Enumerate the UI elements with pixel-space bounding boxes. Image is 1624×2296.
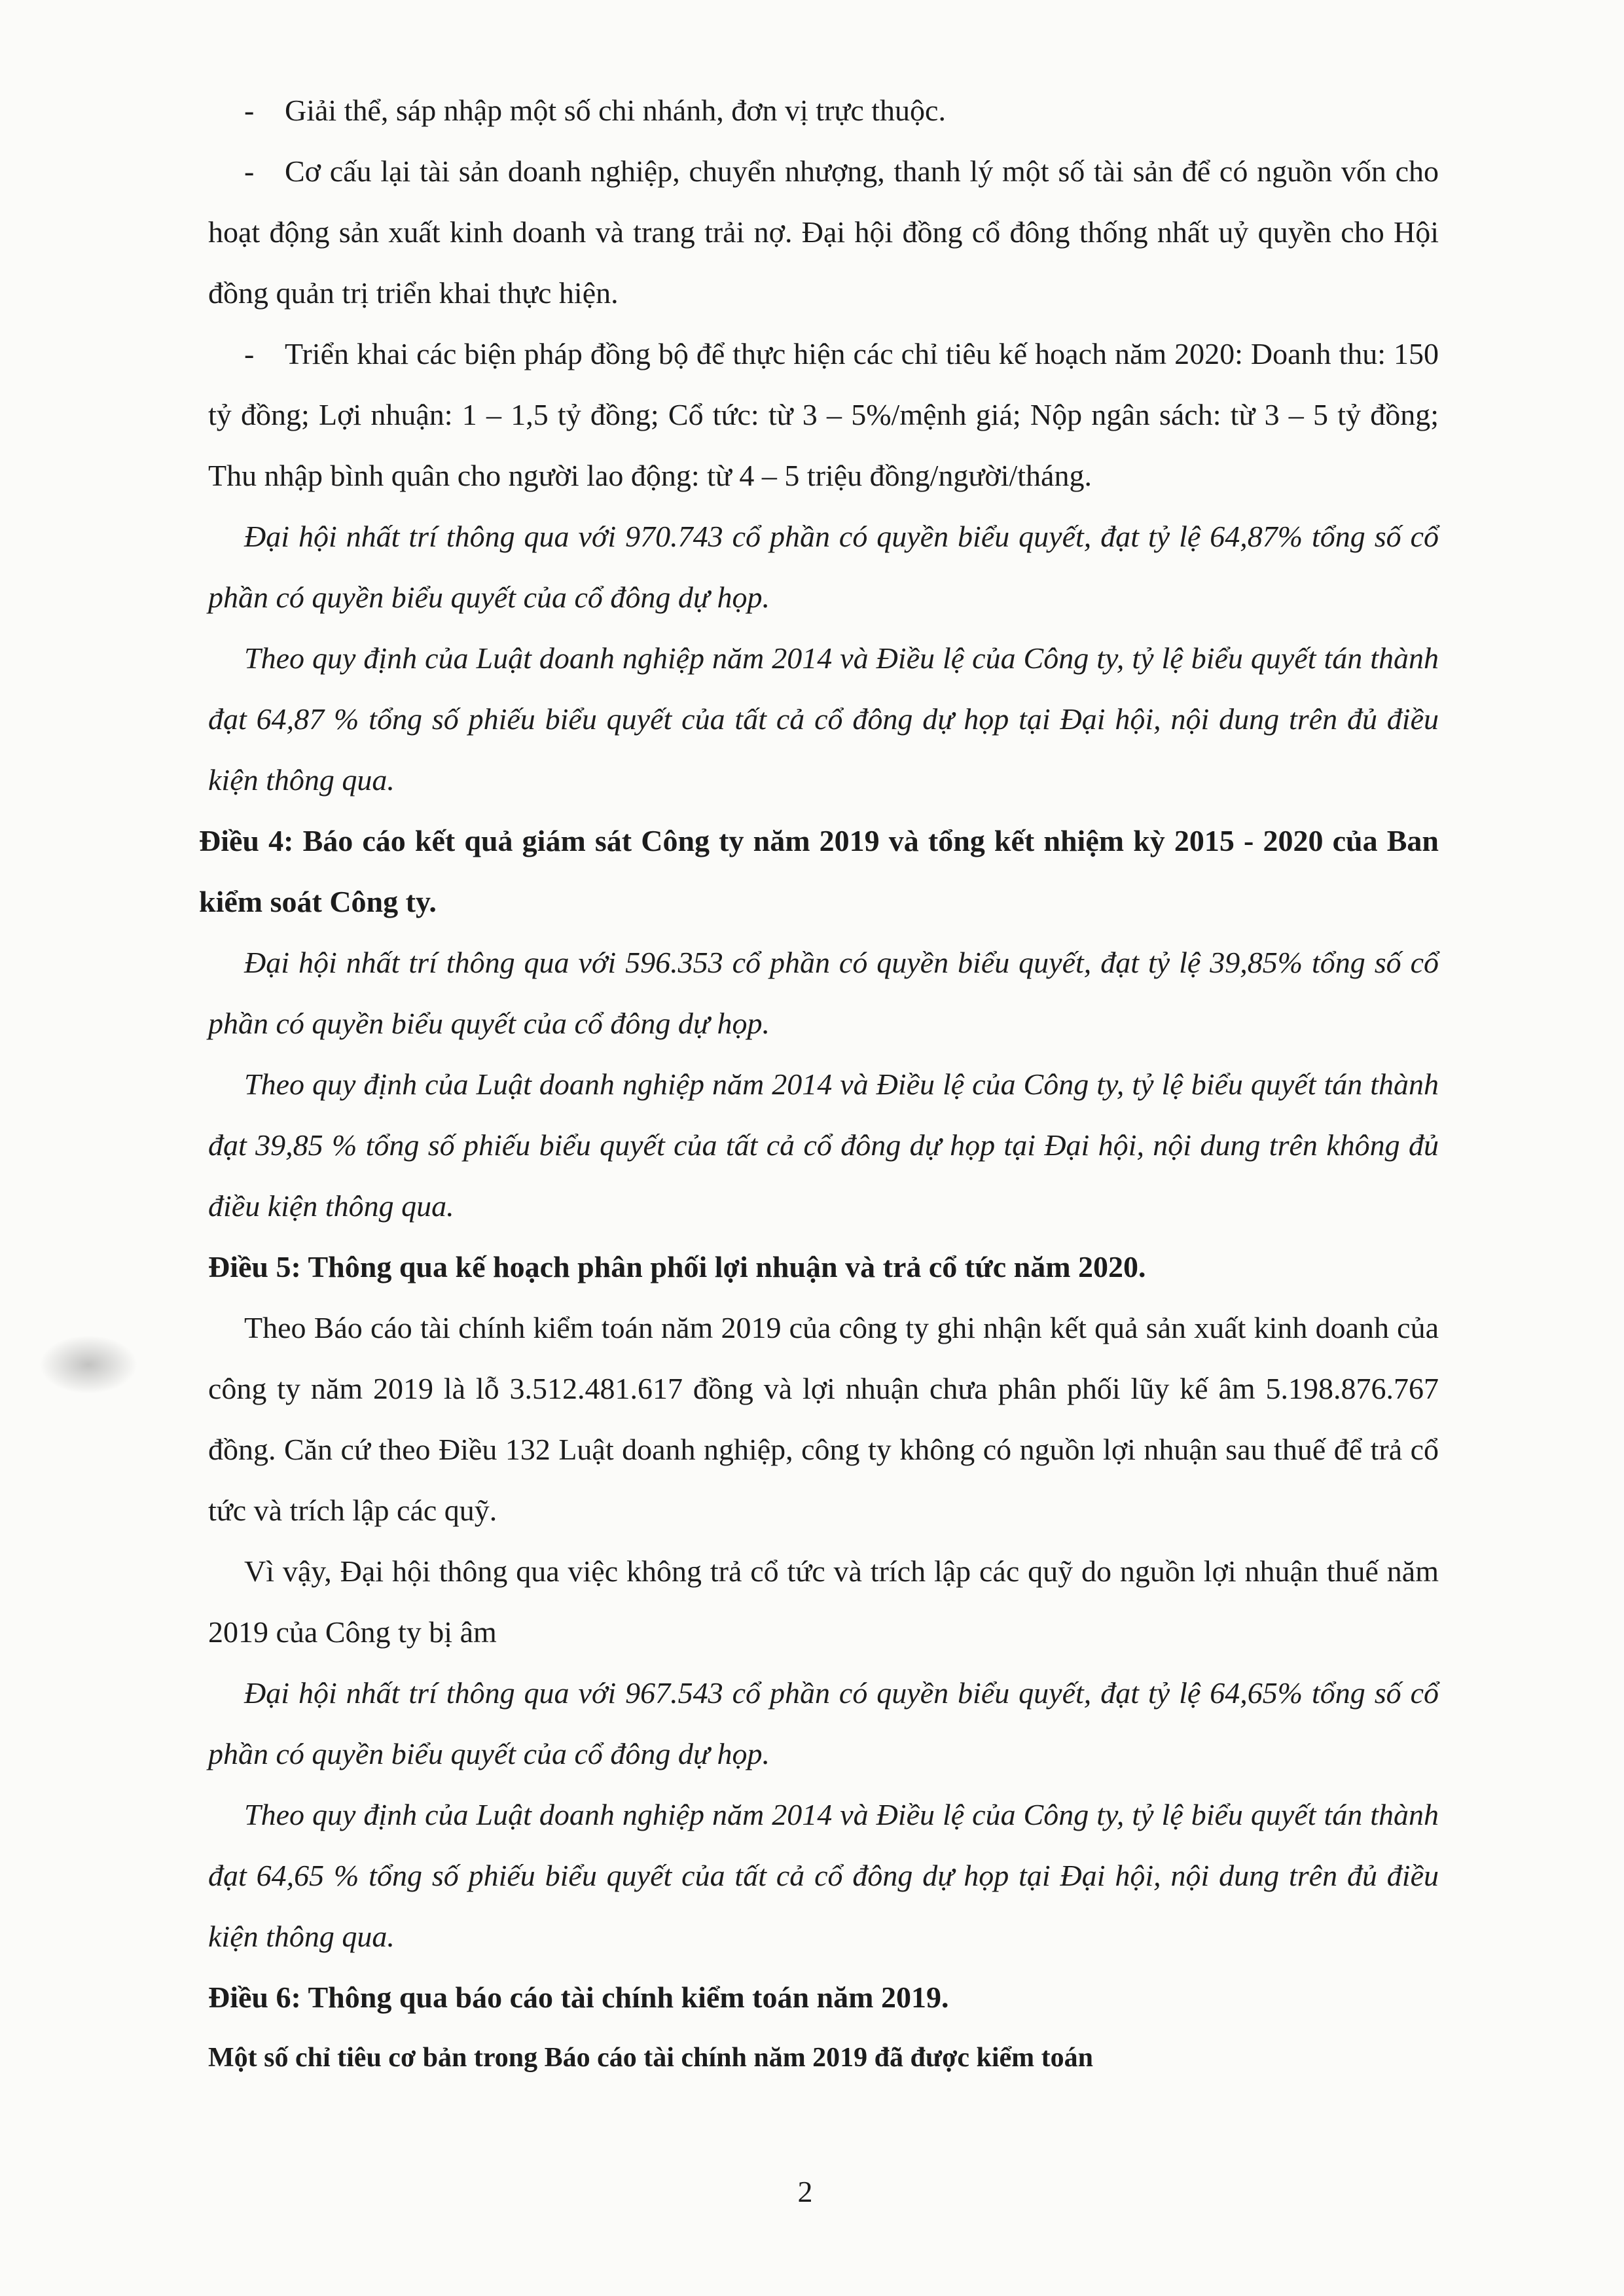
scan-smudge (39, 1335, 137, 1394)
article-6-heading: Điều 6: Thông qua báo cáo tài chính kiểm toán năm 2019. (208, 1981, 949, 2014)
bullet-text: Triển khai các biện pháp đồng bộ để thực hiện các chỉ tiêu kế hoạch năm 2020: Doanh thu: 150 tỷ đồng; Lợi nhuận: 1 – 1,5 tỷ đồng; Cổ tức: từ 3 – 5%/mệnh giá; Nộp ngân sách: từ 3 – 5 tỷ đồng; Thu nhập bình quân cho người lao động: từ 4 – 5 triệu đồng/người/tháng. (208, 337, 1439, 492)
art5-vote: Đại hội nhất trí thông qua với 967.543 cổ phần có quyền biểu quyết, đạt tỷ lệ 64,65% tổng số cổ phần có quyền biểu quyết của cổ đông dự họp. (208, 1676, 1439, 1770)
art4-rule: Theo quy định của Luật doanh nghiệp năm 2014 và Điều lệ của Công ty, tỷ lệ biểu quyết tán thành đạt 39,85 % tổng số phiếu biểu quyết của tất cả cổ đông dự họp tại Đại hội, nội dung trên không đủ điều kiện thông qua. (208, 1067, 1439, 1223)
bullet-text: Cơ cấu lại tài sản doanh nghiệp, chuyển nhượng, thanh lý một số tài sản để có nguồn vốn cho hoạt động sản xuất kinh doanh và trang trải nợ. Đại hội đồng cổ đông thống nhất uỷ quyền cho Hội đồng quản trị triển khai thực hiện. (208, 154, 1439, 310)
article-6-subheading: Một số chỉ tiêu cơ bản trong Báo cáo tài chính năm 2019 đã được kiểm toán (208, 2043, 1093, 2073)
art5-para2: Vì vậy, Đại hội thông qua việc không trả cổ tức và trích lập các quỹ do nguồn lợi nhuận thuế năm 2019 của Công ty bị âm (208, 1554, 1439, 1649)
article-4-heading: Điều 4: Báo cáo kết quả giám sát Công ty năm 2019 và tổng kết nhiệm kỳ 2015 - 2020 của Ban kiểm soát Công ty. (199, 824, 1439, 918)
bullet-dash: - (244, 337, 255, 370)
bullet-item-1 (208, 80, 1439, 141)
bullet-dash: - (244, 154, 255, 188)
art4-vote: Đại hội nhất trí thông qua với 596.353 cổ phần có quyền biểu quyết, đạt tỷ lệ 39,85% tổng số cổ phần có quyền biểu quyết của cổ đông dự họp. (208, 946, 1439, 1040)
bullet-text: Giải thể, sáp nhập một số chi nhánh, đơn vị trực thuộc. (285, 94, 946, 127)
art5-rule: Theo quy định của Luật doanh nghiệp năm 2014 và Điều lệ của Công ty, tỷ lệ biểu quyết tán thành đạt 64,65 % tổng số phiếu biểu quyết của tất cả cổ đông dự họp tại Đại hội, nội dung trên đủ điều kiện thông qua. (208, 1798, 1439, 1953)
art5-para1: Theo Báo cáo tài chính kiểm toán năm 2019 của công ty ghi nhận kết quả sản xuất kinh doanh của công ty năm 2019 là lỗ 3.512.481.617 đồng và lợi nhuận chưa phân phối lũy kế âm 5.198.876.767 đồng. Căn cứ theo Điều 132 Luật doanh nghiệp, công ty không có nguồn lợi nhuận sau thuế để trả cổ tức và trích lập các quỹ. (208, 1311, 1439, 1527)
bullet-item-2 (208, 141, 1439, 323)
bullet-dash: - (244, 94, 255, 127)
sec3-vote: Đại hội nhất trí thông qua với 970.743 cổ phần có quyền biểu quyết, đạt tỷ lệ 64,87% tổng số cổ phần có quyền biểu quyết của cổ đông dự họp. (208, 520, 1439, 614)
bullet-item-3 (208, 323, 1439, 506)
article-5-heading: Điều 5: Thông qua kế hoạch phân phối lợi nhuận và trả cổ tức năm 2020. (208, 1250, 1146, 1283)
page-number: 2 (797, 2175, 813, 2208)
document-body (199, 80, 1439, 2089)
sec3-rule: Theo quy định của Luật doanh nghiệp năm 2014 và Điều lệ của Công ty, tỷ lệ biểu quyết tán thành đạt 64,87 % tổng số phiếu biểu quyết của tất cả cổ đông dự họp tại Đại hội, nội dung trên đủ điều kiện thông qua. (208, 641, 1439, 797)
